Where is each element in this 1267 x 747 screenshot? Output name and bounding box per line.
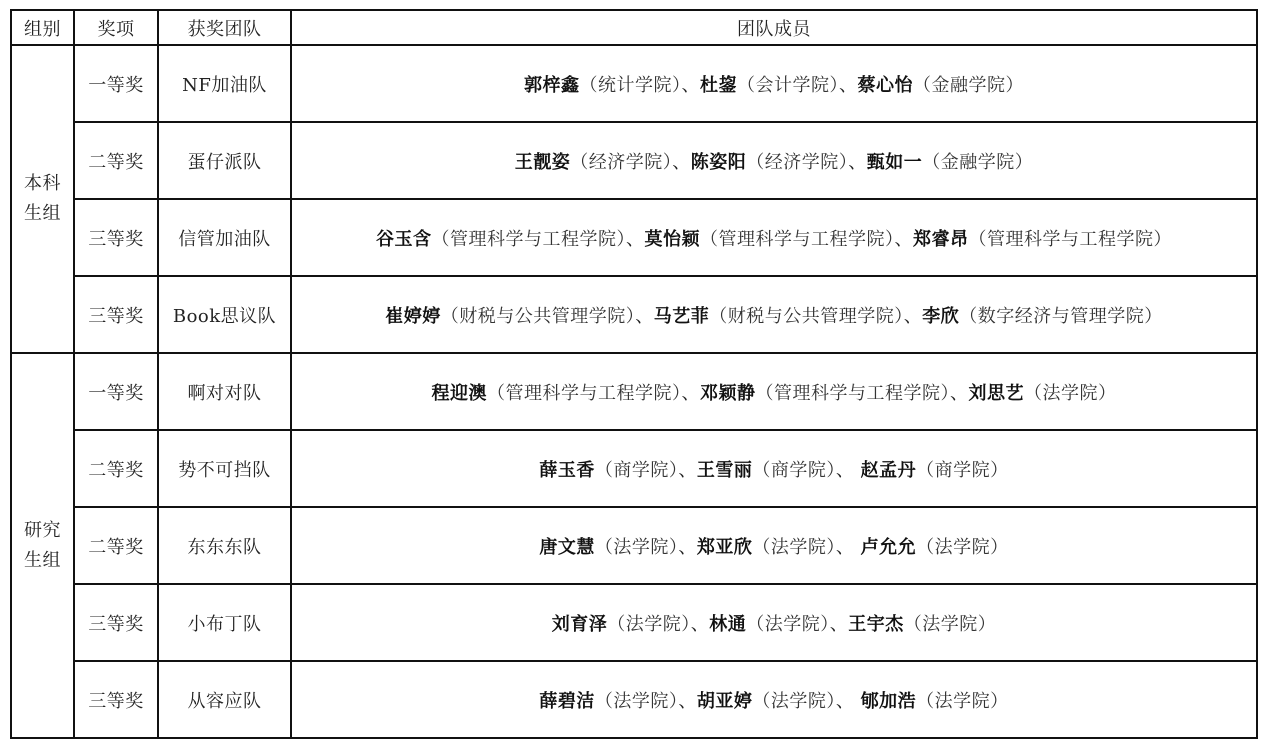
- member-separator: 、: [690, 613, 710, 635]
- member-separator: 、: [829, 613, 849, 635]
- member-separator: 、: [903, 305, 923, 327]
- member-school: （金融学院）: [913, 74, 1024, 96]
- table-body: [11, 45, 1257, 738]
- team-name-cell: 小布丁队: [158, 584, 291, 661]
- members-cell: [291, 45, 1257, 122]
- member-name: 王宇杰: [848, 613, 904, 635]
- member-school: （商学院）: [594, 459, 679, 481]
- group-cell: [11, 353, 74, 738]
- member-name: 邓颖静: [700, 382, 756, 404]
- member-separator: 、: [678, 690, 697, 712]
- team-name-cell: 东东东队: [158, 507, 291, 584]
- member-school: （法学院）: [916, 690, 1009, 712]
- award-cell: 二等奖: [74, 122, 158, 199]
- member-separator: 、: [839, 74, 858, 96]
- member-school: （管理科学与工程学院）: [755, 382, 950, 404]
- member-school: （法学院）: [746, 613, 830, 635]
- team-name-cell: 势不可挡队: [158, 430, 291, 507]
- member-school: （金融学院）: [922, 151, 1034, 173]
- header-row: [11, 10, 1257, 45]
- table-row: [11, 45, 1257, 122]
- member-separator: 、: [848, 151, 867, 173]
- award-cell: 二等奖: [74, 430, 158, 507]
- award-cell: 三等奖: [74, 584, 158, 661]
- member-school: （法学院）: [752, 536, 836, 558]
- member-name: 薛玉香: [539, 459, 595, 481]
- group-name-line: 本科: [24, 173, 61, 194]
- member-school: （法学院）: [916, 536, 1009, 558]
- member-separator: 、: [835, 536, 861, 558]
- member-school: （财税与公共管理学院）: [440, 305, 636, 327]
- team-name-cell: NF加油队: [158, 45, 291, 122]
- member-separator: 、: [681, 74, 700, 96]
- awards-table: [10, 9, 1258, 739]
- table-row: [11, 507, 1257, 584]
- member-school: （会计学院）: [737, 74, 839, 96]
- member-school: （法学院）: [607, 613, 691, 635]
- table-row: [11, 199, 1257, 276]
- member-name: 崔婷婷: [385, 305, 441, 327]
- member-school: （管理科学与工程学院）: [487, 382, 682, 404]
- group-cell: [11, 45, 74, 353]
- group-name-line: 生组: [24, 549, 61, 571]
- member-name: 刘思艺: [968, 382, 1024, 404]
- member-school: （经济学院）: [746, 151, 849, 173]
- members-cell: [291, 122, 1257, 199]
- team-name-cell: 啊对对队: [158, 353, 291, 430]
- member-name: 刘育泽: [551, 613, 608, 635]
- member-separator: 、: [681, 382, 700, 404]
- member-name: 郑睿昂: [913, 228, 969, 250]
- table-row: [11, 122, 1257, 199]
- member-school: （管理科学与工程学院）: [431, 228, 626, 250]
- member-separator: 、: [835, 690, 861, 712]
- table-row: [11, 584, 1257, 661]
- member-school: （数字经济与管理学院）: [959, 305, 1163, 327]
- award-cell: 一等奖: [74, 353, 158, 430]
- member-separator: 、: [950, 382, 969, 404]
- member-name: 郑亚欣: [696, 536, 753, 558]
- team-name-cell: 从容应队: [158, 661, 291, 738]
- member-school: （经济学院）: [570, 151, 673, 173]
- table-row: [11, 276, 1257, 353]
- group-name-line: 生组: [24, 203, 61, 224]
- member-school: （法学院）: [752, 690, 836, 712]
- header-award: 奖项: [74, 10, 158, 45]
- member-name: 唐文慧: [539, 536, 595, 558]
- member-separator: 、: [678, 536, 697, 558]
- member-name: 蔡心怡: [857, 74, 913, 96]
- member-school: （法学院）: [594, 536, 679, 558]
- member-name: 甄如一: [866, 151, 923, 173]
- members-cell: [291, 584, 1257, 661]
- member-name: 杜鋆: [700, 74, 737, 96]
- member-name: 胡亚婷: [696, 690, 753, 712]
- header-group: 组别: [11, 10, 74, 45]
- members-cell: [291, 276, 1257, 353]
- award-cell: 三等奖: [74, 661, 158, 738]
- header-team: 获奖团队: [158, 10, 291, 45]
- member-separator: 、: [626, 228, 645, 250]
- member-separator: 、: [672, 151, 691, 173]
- member-separator: 、: [894, 228, 913, 250]
- members-cell: [291, 353, 1257, 430]
- team-name-cell: 信管加油队: [158, 199, 291, 276]
- members-cell: [291, 199, 1257, 276]
- member-name: 莫怡颖: [644, 228, 700, 250]
- member-name: 薛碧洁: [539, 690, 595, 712]
- member-separator: 、: [835, 459, 861, 481]
- member-name: 王雪丽: [696, 459, 753, 481]
- member-name: 卢允允: [860, 536, 917, 558]
- member-school: （法学院）: [903, 613, 997, 635]
- member-name: 陈姿阳: [690, 151, 747, 173]
- table-row: [11, 661, 1257, 738]
- member-school: （管理科学与工程学院）: [968, 228, 1172, 250]
- member-school: （法学院）: [1024, 382, 1117, 404]
- member-name: 郇加浩: [860, 690, 917, 712]
- member-school: （统计学院）: [579, 74, 682, 96]
- group-name-line: 研究: [24, 519, 61, 541]
- table-row: [11, 353, 1257, 430]
- member-school: （财税与公共管理学院）: [709, 305, 904, 327]
- header-members: 团队成员: [291, 10, 1257, 45]
- team-name-cell: 蛋仔派队: [158, 122, 291, 199]
- members-cell: [291, 430, 1257, 507]
- member-name: 郭梓鑫: [524, 74, 580, 96]
- member-school: （法学院）: [594, 690, 679, 712]
- award-cell: 二等奖: [74, 507, 158, 584]
- member-school: （商学院）: [752, 459, 836, 481]
- member-name: 王靓姿: [514, 151, 571, 173]
- members-cell: [291, 507, 1257, 584]
- award-cell: 三等奖: [74, 199, 158, 276]
- member-name: 马艺菲: [653, 305, 710, 327]
- team-name-cell: Book思议队: [158, 276, 291, 353]
- member-school: （管理科学与工程学院）: [700, 228, 895, 250]
- table-row: [11, 430, 1257, 507]
- member-name: 林通: [709, 613, 747, 635]
- member-separator: 、: [635, 305, 654, 327]
- award-cell: 一等奖: [74, 45, 158, 122]
- member-school: （商学院）: [916, 459, 1009, 481]
- members-cell: [291, 661, 1257, 738]
- member-name: 李欣: [922, 305, 960, 327]
- member-name: 赵孟丹: [860, 459, 917, 481]
- award-cell: 三等奖: [74, 276, 158, 353]
- member-name: 谷玉含: [376, 228, 432, 250]
- member-separator: 、: [678, 459, 697, 481]
- member-name: 程迎澳: [431, 382, 487, 404]
